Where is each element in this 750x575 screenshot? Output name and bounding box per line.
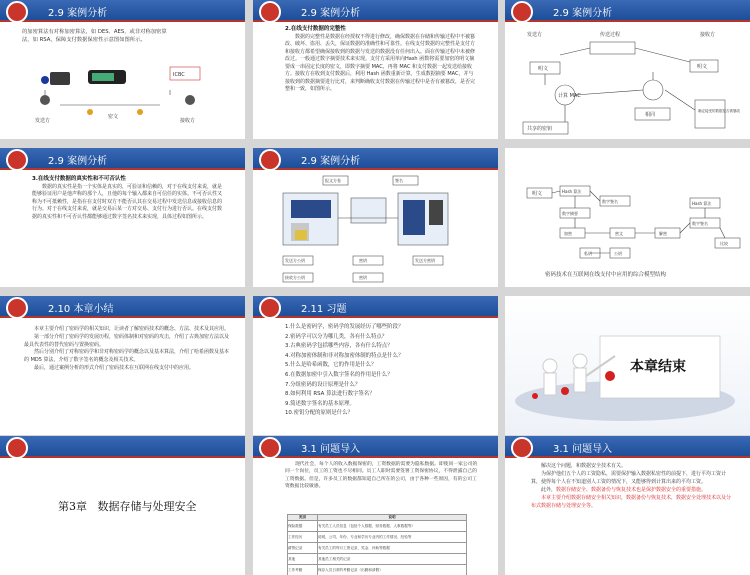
slide-number: 2.9 案例分析 (301, 8, 361, 19)
slide-model[interactable] (505, 148, 750, 287)
logo-icon (259, 437, 281, 459)
logo-icon (259, 297, 281, 319)
figure-caption: 密码技术在互联网在线支付中应用的综合模型结构 (545, 272, 667, 278)
mac-label: 计算 MAC (558, 93, 581, 99)
model-label: 加密 (564, 231, 572, 236)
exercise-item: 7.分组密码的设计原理是什么？ (285, 381, 361, 388)
model-label: 私钥 (584, 251, 592, 256)
mac-diagram (505, 0, 750, 139)
cipher-label: 密文 (108, 114, 119, 120)
model-label: 比较 (720, 241, 728, 246)
logo-icon (6, 297, 28, 319)
slide-number: 2.9 案例分析 (553, 8, 613, 19)
receiver-label: 接收方 (700, 32, 716, 38)
model-label: 解密 (659, 231, 667, 236)
slide-summary[interactable] (0, 296, 245, 435)
diagram-label: 密钥 (359, 275, 367, 280)
slide-number: 3.1 问题导入 (553, 444, 613, 455)
payment-model-diagram (505, 148, 750, 287)
paragraph: 为保护他们五个人的工资隐私，需要保护输入数据私密性的前提下，进行平均工资计算，使得每个人在不知道别人工资的情况下，又能够得到计算出来的平均工资。 (531, 471, 727, 485)
table-row: 工作经历 说明，公司，年份，专业和学历专业内的工作情况、经验等 (288, 532, 467, 543)
slide-3-1-a[interactable] (253, 436, 498, 575)
exercise-item: 2.密码学可以分为哪几类，各有什么特点？ (285, 333, 388, 340)
end-title: 本章结束 (630, 359, 686, 375)
slide-number: 2.10 本章小结 (48, 304, 114, 315)
model-label: 公钥 (614, 251, 622, 256)
model-label: Hash 算法 (562, 189, 582, 194)
compare-label: 相同 (645, 112, 656, 118)
slide-3-1-b[interactable] (505, 436, 750, 575)
exercise-item: 4.对称加密体制和非对称加密体制的特点是什么？ (285, 352, 404, 359)
diagram-label: 发送方密钥 (415, 258, 435, 263)
diagram-label: 接收方公钥 (285, 275, 305, 280)
sender-label: 发送方 (527, 32, 543, 38)
slide-2-9-e[interactable] (253, 148, 498, 287)
paragraph: 解决这个问题，和数据安全技术有关。 (541, 463, 627, 469)
slide-exercises[interactable] (253, 296, 498, 435)
slide-header (505, 436, 750, 458)
bank-logo: ICBC (173, 72, 185, 78)
table-row: 工作考勤 保存人员日常的考勤记录（出勤和请假） (288, 565, 467, 575)
slide-header (253, 436, 498, 458)
model-label: Hash 算法 (692, 201, 712, 206)
exercise-item: 1.什么是密码学，密码学的发展经历了哪些阶段？ (285, 324, 404, 330)
encryption-diagram (0, 0, 245, 139)
diagram-label: 报文方卷 (325, 178, 341, 183)
sender-label: 发送方 (35, 118, 51, 124)
logo-icon (259, 1, 281, 23)
table-header: 说明 (318, 515, 467, 521)
paragraph: 本章主要介绍数据存储安全相关知识，数据备份与恢复技术，数据安全处理技术以及分布式数据存储与处理安全等。 (531, 495, 732, 509)
text-line: 法，如 RSA，保障支付数据保密性示意图如图所示。 (22, 37, 146, 43)
slide-2-9-b[interactable] (253, 0, 498, 139)
exercise-item: 6.在数据加密中引入数字签名的作用是什么？ (285, 371, 393, 378)
slide-chapter-3[interactable] (0, 436, 245, 575)
slide-2-9-c[interactable] (505, 0, 750, 139)
model-label: 明文 (532, 191, 543, 197)
paragraph: 数据的完整性是数据在经授权不得进行修改，确保数据在存储和传输过程中不被篡改、破坏、盗用、丢失，保证数据的准确性和可靠性。在线支付数据的完整性是支付方和接收方都希望确保接收到的数据与发送的数据没有任何出入。面在传输过程中未被修改过。一般通过数字摘要技术来实现。支付方采用单向Hash 函数将需要加密的明文摘要成一串固定长度的密文，即数字摘要 MAC，再将 MAC 和支付数据一起发送给接收方。接收方在收到支付数据后，利用 Hash 函数重新计算，生成数据摘要 MAC，并与接收到的数据摘要进行比对，来判断确收支付数据在传输过程中是否有被篡改，是否完整和一致，如图所示。 (285, 33, 476, 92)
data-table (287, 514, 467, 575)
paragraph: 然后分别介绍了对称密码学和非对称密码学的概念以及基本算法，介绍了哈希函数及基本的 MD5 算法，介绍了数字签名的概念及相关技术。 (24, 349, 230, 364)
paragraph: 第一部分介绍了密码学的发展历程，密码体制和对密码的攻击，介绍了古典加密方法以及最具代表性的替代密码与置换密码。 (24, 333, 230, 348)
table-row: 保险数据 有关员工人员信息（包括个人数据、财务数据、人事数据等） (288, 521, 467, 532)
model-label: 数字摘要 (562, 211, 578, 216)
slide-end[interactable] (505, 296, 750, 435)
diagram-label: 发送方公钥 (285, 258, 305, 263)
model-label: 密文 (615, 231, 623, 236)
paragraph: 本章主要介绍了密码学的相关知识，让读者了解密码技术的概念、方法、技术及其应用。 (34, 326, 230, 332)
table-row: 薪资记录 有关员工的每月工资记录、奖金、补助等数据 (288, 543, 467, 554)
slide-number: 2.9 案例分析 (48, 8, 108, 19)
receiver-label: 接收方 (180, 118, 196, 124)
end-illustration (505, 296, 750, 435)
exercise-item: 8.如何利用 RSA 算法进行数字签名？ (285, 391, 375, 398)
slide-number: 2.9 案例分析 (48, 156, 108, 167)
slide-header (0, 436, 245, 458)
section-title: 2.在线支付数据的完整性 (285, 26, 346, 32)
logo-icon (511, 437, 533, 459)
slide-2-9-a[interactable] (0, 0, 245, 139)
text-line: 的加密算法有对称加密算法，如 DES、AES，或非对称加密算 (22, 29, 167, 35)
exercise-item: 9.简述数字签名的基本原理。 (285, 400, 355, 407)
plain2-label: 明文 (697, 64, 708, 70)
logo-icon (6, 437, 28, 459)
table-row: 其他 其他员工相关的记录 (288, 554, 467, 565)
table-header: 类别 (288, 515, 318, 521)
paragraph: 此外，数据存储安全、数据备份与恢复技术也是保护数据安全的重要措施。 (541, 487, 707, 493)
paragraph: 现代社会，每个人的收入数据保密的，工资数据的需要为隐私数据。即使同一家公司的同一个岗位，员工的工资也不尽相同。员工人职时需要签署工资保密协议，不得泄露自己的工资数据。但是，许多员工的数据都知道自己所在的公司，由于各种一些原因，有的公司工资数据比较敏感。 (285, 462, 478, 489)
signature-diagram (253, 148, 498, 287)
diagram-label: 密钥 (359, 258, 367, 263)
slide-2-9-d[interactable] (0, 148, 245, 287)
slide-number: 2.9 案例分析 (301, 156, 361, 167)
slide-header (0, 296, 245, 318)
exercise-item: 5.什么是哈希函数，它的作用是什么？ (285, 362, 377, 369)
key-label: 共享的密钥 (527, 126, 553, 132)
paragraph: 数据的真实性是指一个实体是真实的，可验证和信赖的，对于在线支付来说，就是能够验证用户是他声称的那个人，且他的每个输入都来自可信任的实体。不可否认性又称为不可抵赖性，是指在在支付时双方不能否认其在交易过程中发送信息或接收信息的行为。对于在线支付来说，就是交易后某一方对交易、支付行为进行否认。在线支付数据的真实性和不可否认性都能够通过数字签名技术来实现，具体过程如图所示。 (32, 183, 223, 220)
exercise-item: 3.古典密码学包括哪些内容，各有什么特点？ (285, 343, 393, 350)
logo-icon (6, 149, 28, 171)
highlight-text: 数据存储安全、数据备份与恢复技术也是保护数据安全的重要措施。 (556, 487, 707, 493)
slide-header (253, 296, 498, 318)
chapter-title: 第3章 数据存储与处理安全 (58, 500, 197, 513)
slide-header (253, 0, 498, 22)
slide-number: 3.1 问题导入 (301, 444, 361, 455)
section-title: 3.在线支付数据的真实性和不可否认性 (32, 176, 126, 182)
model-label: 数字签名 (692, 221, 708, 226)
model-label: 数字签名 (602, 199, 618, 204)
channel-label: 传送过程 (600, 32, 621, 38)
slide-header (0, 148, 245, 170)
diagram-label: 签名 (395, 178, 403, 183)
result-label: 确定接受的数据是否被篡改 (698, 109, 740, 113)
plain1-label: 明文 (538, 66, 549, 72)
exercise-item: 10.密钥分配的原则是什么？ (285, 410, 353, 417)
slide-number: 2.11 习题 (301, 304, 347, 315)
paragraph: 最后，通过案例分析的形式介绍了密码技术在互联网在线支付中的应用。 (34, 364, 195, 371)
